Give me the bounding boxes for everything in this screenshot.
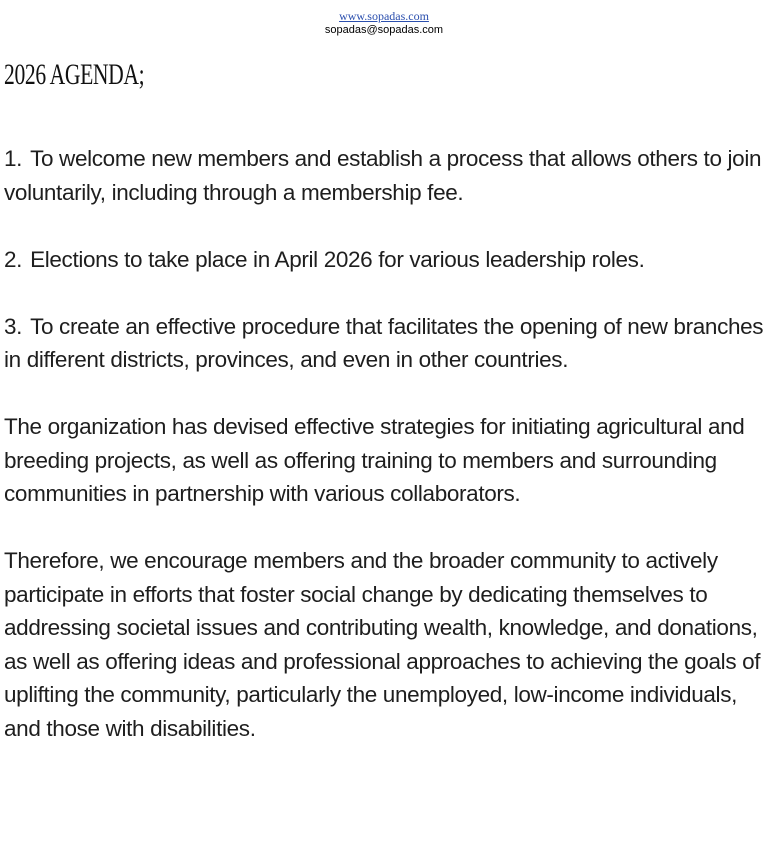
- agenda-item-number: 2.: [4, 246, 23, 272]
- agenda-item-3: [4, 310, 764, 377]
- agenda-item-2: [4, 243, 764, 277]
- agenda-item-1: [4, 142, 764, 209]
- paragraph-strategies: The organization has devised effective strategies for initiating agricultural and breeding projects, as well as offering training to members and surrounding communities in partnership with various collaborators.: [4, 414, 745, 506]
- agenda-item-text: To create an effective procedure that facilitates the opening of new branches in different districts, provinces, and even in other countries.: [4, 313, 764, 372]
- contact-email: sopadas@sopadas.com: [324, 24, 444, 36]
- agenda-item-text: To welcome new members and establish a process that allows others to join voluntarily, including through a membership fee.: [4, 146, 762, 205]
- document-body: [4, 142, 764, 745]
- agenda-item-number: 3.: [4, 313, 23, 339]
- website-link[interactable]: www.sopadas.com: [339, 9, 429, 23]
- document-header: [0, 9, 768, 37]
- page-title: 2026 AGENDA;: [4, 58, 145, 91]
- paragraph-encouragement: Therefore, we encourage members and the broader community to actively participate in efforts that foster social change by dedicating themselves to addressing societal issues and contributing wealth, knowledge, and donations, as well as offering ideas and professional approaches to achieving the goals of uplifting the community, particularly the unemployed, low-income individuals, and those with disabilities.: [4, 548, 761, 741]
- agenda-item-text: Elections to take place in April 2026 for various leadership roles.: [30, 246, 645, 272]
- agenda-item-number: 1.: [4, 146, 23, 171]
